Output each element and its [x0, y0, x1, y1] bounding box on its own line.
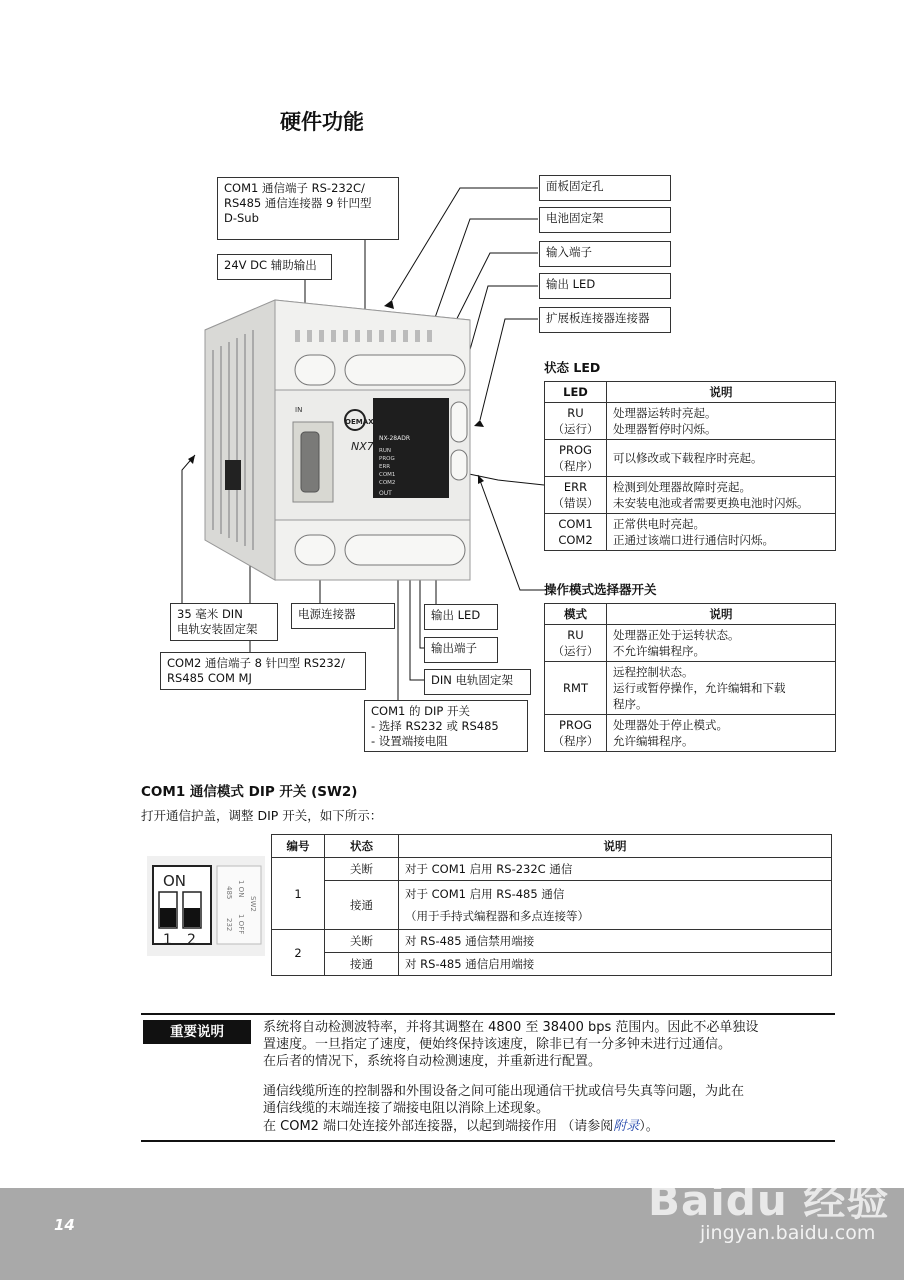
table-row: ERR （错误） 检测到处理器故障时亮起。 未安装电池或者需要更换电池时闪烁。 [545, 477, 836, 514]
appendix-link[interactable]: 附录 [613, 1119, 640, 1134]
status-led-table [544, 381, 836, 551]
table-row: RU （运行） 处理器正处于运转状态。 不允许编辑程序。 [545, 625, 836, 662]
svg-text:ERR: ERR [379, 464, 391, 470]
header-desc: 说明 [399, 835, 832, 858]
callout-dc-output: 24V DC 辅助输出 [217, 254, 332, 280]
dip-num-2: 2 [187, 932, 196, 948]
mode-switch-table [544, 603, 836, 752]
header-led: LED [545, 382, 607, 403]
svg-text:485: 485 [225, 886, 233, 900]
table-row: RU （运行） 处理器运转时亮起。 处理器暂停时闪烁。 [545, 403, 836, 440]
svg-text:RUN: RUN [379, 448, 391, 454]
header-desc: 说明 [607, 382, 836, 403]
brand-label: OEMAX [345, 418, 374, 426]
dip-section-intro: 打开通信护盖，调整 DIP 开关，如下所示： [141, 808, 383, 823]
callout-battery-holder: 电池固定架 [539, 207, 671, 233]
table-row: 接通 对 RS-485 通信启用端接 [272, 953, 832, 976]
out-label: OUT [379, 490, 392, 497]
part-label: NX-28ADR [379, 435, 410, 442]
svg-text:SW2: SW2 [249, 896, 257, 912]
svg-text:COM1: COM1 [379, 472, 396, 478]
status-led-title: 状态 LED [544, 360, 601, 375]
dip-section-title: COM1 通信模式 DIP 开关 (SW2) [141, 784, 358, 800]
table-row: 接通 对于 COM1 启用 RS-485 通信 （用于手持式编程器和多点连接等） [272, 881, 832, 930]
note-para-1: 系统将自动检测波特率，并将其调整在 4800 至 38400 bps 范围内。因此不必单独设 置速度。一旦指定了速度，便始终保持该速度，除非已有一分多钟未进行过通信。 在后者的情况下，系统将自动检测速度，并重新进行配置。 [263, 1020, 759, 1069]
callout-output-led-bottom: 输出 LED [424, 604, 498, 630]
callout-panel-hole: 面板固定孔 [539, 175, 671, 201]
callout-com1-dip: COM1 的 DIP 开关 - 选择 RS232 或 RS485 - 设置端接电阻 [364, 700, 528, 752]
header-mode: 模式 [545, 604, 607, 625]
callout-com2-port: COM2 通信端子 8 针凹型 RS232/ RS485 COM MJ [160, 652, 366, 690]
note-para-3: 在 COM2 端口处连接外部连接器，以起到端接作用 （请参阅附录）。 [263, 1119, 659, 1134]
callout-input-terminal: 输入端子 [539, 241, 671, 267]
page-number: 14 [54, 1216, 75, 1234]
dip-on-label: ON [163, 872, 187, 890]
header-desc: 说明 [607, 604, 836, 625]
callout-output-led-top: 输出 LED [539, 273, 671, 299]
svg-text:232: 232 [225, 918, 233, 932]
note-top-rule [141, 1013, 835, 1015]
table-row: COM1 COM2 正常供电时亮起。 正通过该端口进行通信时闪烁。 [545, 514, 836, 551]
table-row: PROG （程序） 处理器处于停止模式。 允许编辑程序。 [545, 715, 836, 752]
header-num: 编号 [272, 835, 325, 858]
callout-output-terminal: 输出端子 [424, 637, 498, 663]
model-label: NX7 [351, 440, 374, 453]
in-label: IN [295, 406, 303, 414]
svg-text:1 OFF: 1 OFF [237, 914, 245, 935]
watermark-url: jingyan.baidu.com [700, 1222, 876, 1244]
table-row: 2 关断 对 RS-485 通信禁用端接 [272, 930, 832, 953]
callout-din-bracket: 35 毫米 DIN 电轨安装固定架 [170, 603, 278, 641]
table-row: RMT 远程控制状态。 运行或暂停操作，允许编辑和下载 程序。 [545, 662, 836, 715]
table-row: 1 关断 对于 COM1 启用 RS-232C 通信 [272, 858, 832, 881]
table-row: PROG （程序） 可以修改或下载程序时亮起。 [545, 440, 836, 477]
page-title: 硬件功能 [280, 110, 364, 134]
dip-num-1: 1 [163, 932, 172, 948]
svg-text:1 ON: 1 ON [237, 880, 245, 898]
svg-text:PROG: PROG [379, 456, 395, 462]
svg-text:COM2: COM2 [379, 480, 396, 486]
mode-switch-title: 操作模式选择器开关 [544, 582, 657, 597]
watermark-logo: Baidu 经验 [648, 1176, 890, 1225]
note-bottom-rule [141, 1140, 835, 1142]
dip-switch-image [147, 856, 265, 956]
callout-din-rail: DIN 电轨固定架 [424, 669, 531, 695]
callout-power-connector: 电源连接器 [291, 603, 395, 629]
note-badge: 重要说明 [143, 1020, 251, 1044]
dip-table [271, 834, 832, 976]
callout-expansion-connector: 扩展板连接器连接器 [539, 307, 671, 333]
plc-device-image [195, 290, 495, 590]
callout-com1-port: COM1 通信端子 RS-232C/ RS485 通信连接器 9 针凹型 D-Sub [217, 177, 399, 240]
header-state: 状态 [325, 835, 399, 858]
note-para-2: 通信线缆所连的控制器和外围设备之间可能出现通信干扰或信号失真等问题，为此在 通信线缆的末端连接了端接电阻以消除上述现象。 [263, 1084, 745, 1116]
